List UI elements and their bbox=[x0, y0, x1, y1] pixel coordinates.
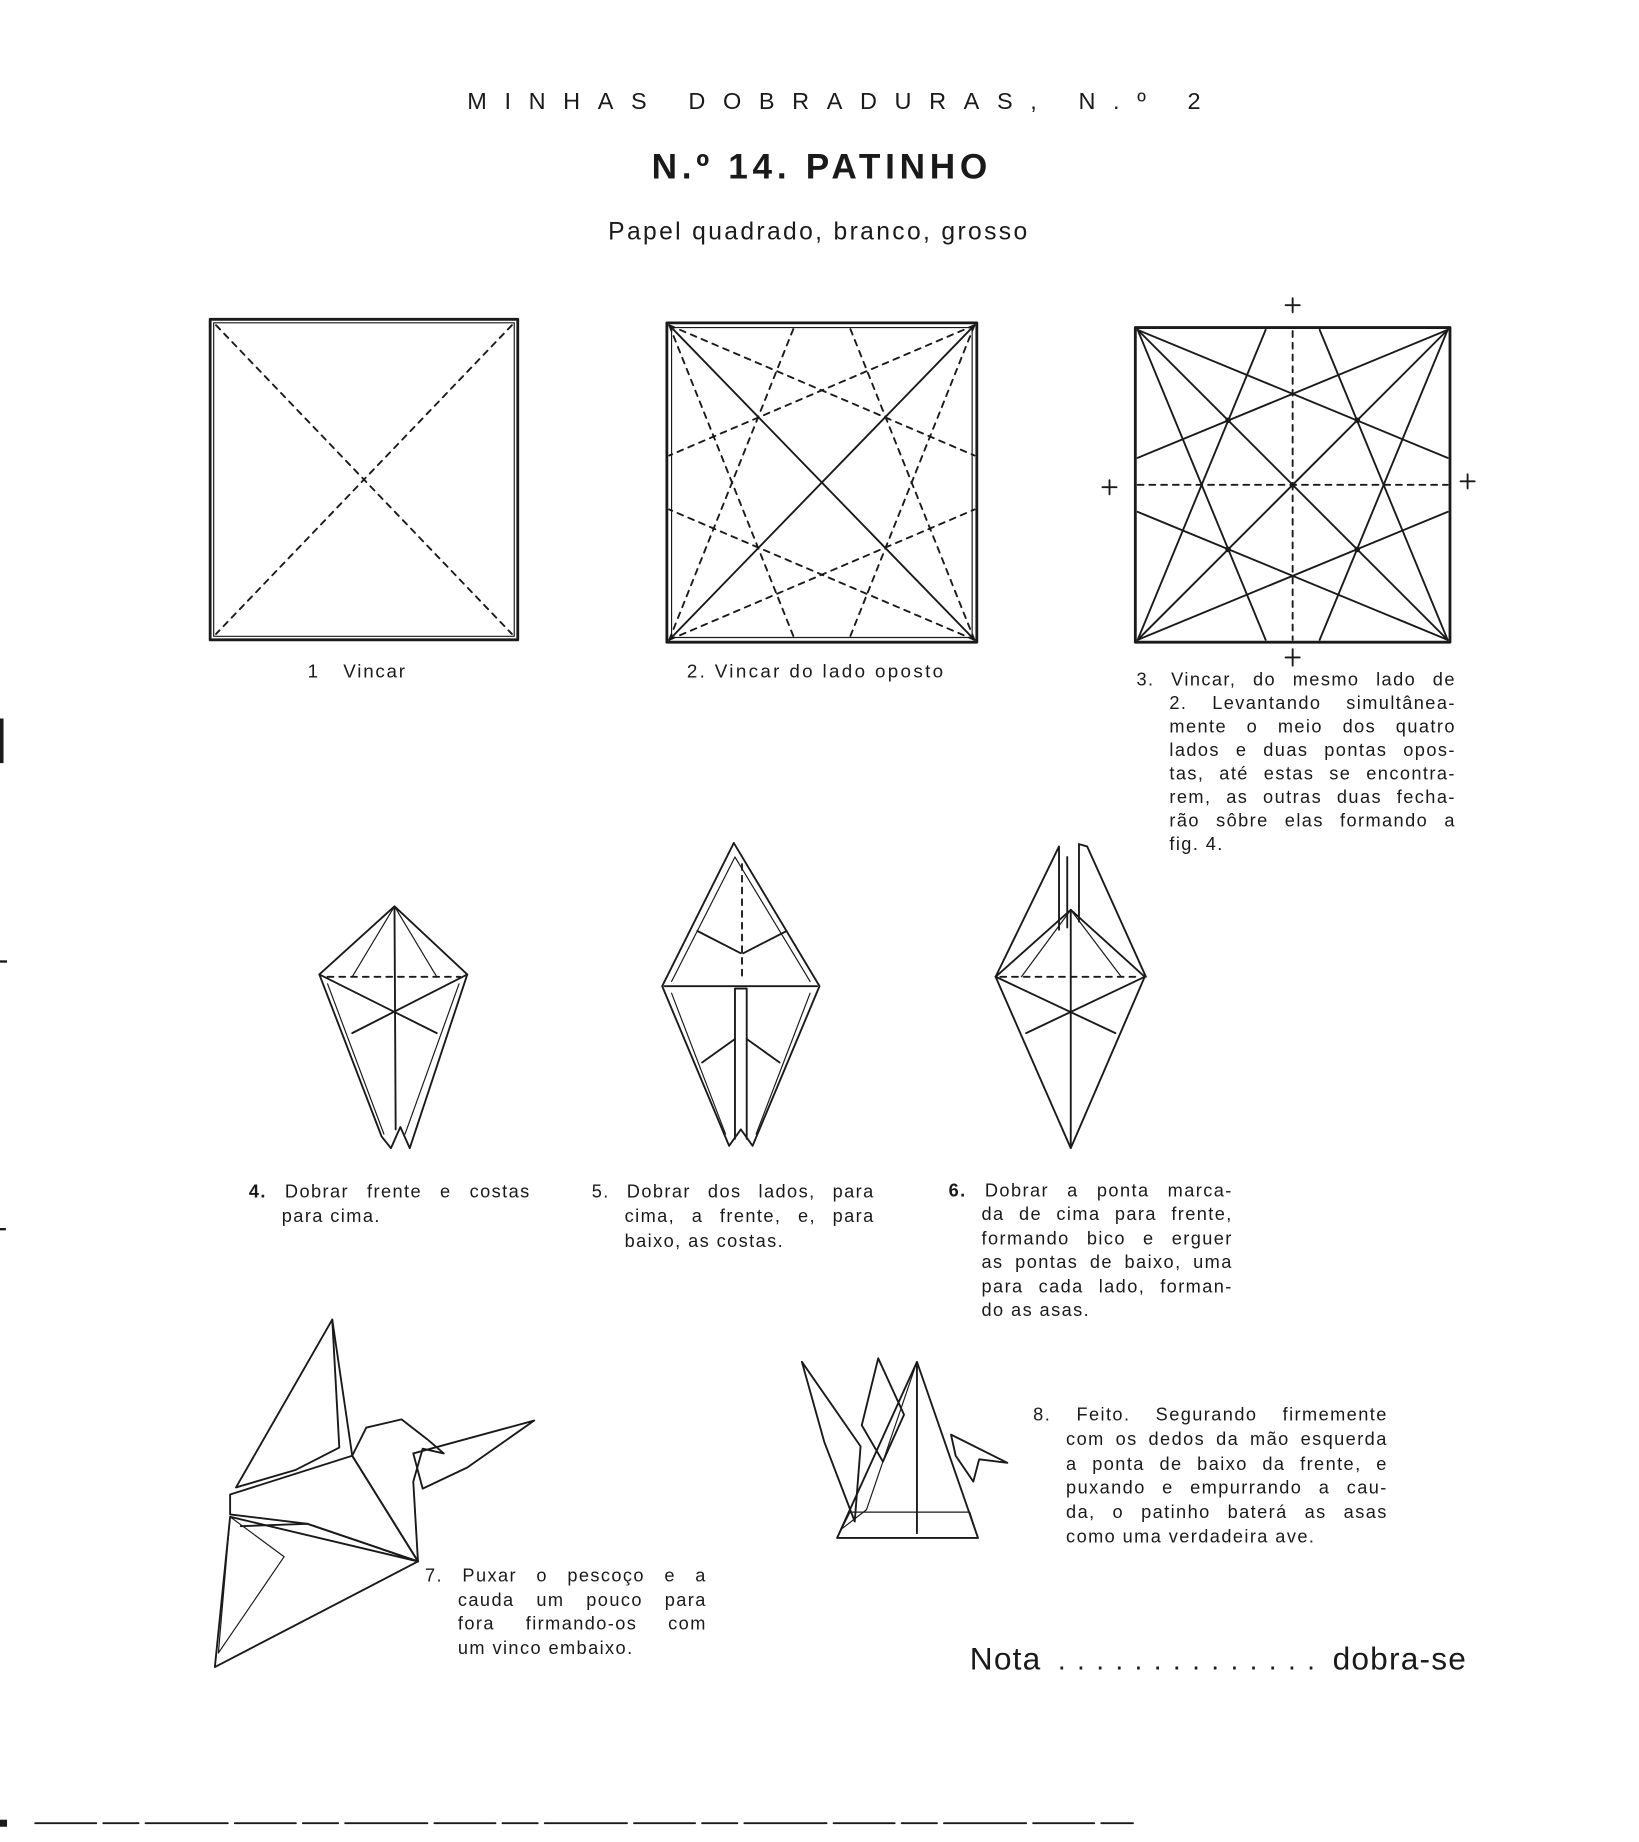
step-1-number: 1 bbox=[307, 662, 320, 683]
figure-8-finished-duck bbox=[802, 1358, 1007, 1538]
caption-text: Dobrar dos lados, para bbox=[626, 1182, 875, 1203]
figure-6-raised-point bbox=[996, 844, 1146, 1148]
head-beak bbox=[951, 1435, 1007, 1482]
crease-point-center bbox=[1290, 482, 1296, 488]
caption-line: rem, as outras duas fecha- bbox=[1169, 787, 1456, 808]
step-1-caption bbox=[308, 661, 407, 684]
plus-mark-bottom bbox=[1286, 649, 1300, 665]
tail bbox=[413, 1421, 534, 1489]
caption-line: para cada lado, forman- bbox=[981, 1276, 1233, 1297]
lower-wing bbox=[215, 1517, 418, 1667]
caption-line: do as asas. bbox=[981, 1300, 1091, 1321]
page-subtitle: Papel quadrado, branco, grosso bbox=[608, 218, 1030, 246]
figure-3-square bbox=[1102, 298, 1474, 665]
head-and-breast bbox=[352, 1419, 444, 1561]
step-8-caption bbox=[1033, 1404, 1388, 1550]
caption-text: Vincar, do mesmo lado de bbox=[1171, 670, 1456, 691]
caption-line: fora firmando-os com bbox=[457, 1614, 707, 1635]
series-heading: MINHAS DOBRADURAS, N.º 2 bbox=[467, 89, 1219, 116]
step-2-caption bbox=[687, 661, 946, 684]
caption-line: com os dedos da mão esquerda bbox=[1066, 1429, 1388, 1450]
crease-lower bbox=[702, 1039, 779, 1062]
step-3-number: 3. bbox=[1136, 670, 1155, 691]
step-4-number: 4. bbox=[248, 1182, 267, 1203]
page-title: N.º 14. PATINHO bbox=[651, 147, 992, 187]
step-8-number: 8. bbox=[1033, 1405, 1052, 1426]
figure-2-square bbox=[667, 323, 977, 642]
center-flap bbox=[735, 989, 747, 1139]
step-7-caption bbox=[425, 1565, 707, 1662]
crease-point bbox=[1225, 417, 1231, 423]
caption-line: fig. 4. bbox=[1169, 834, 1224, 855]
caption-text: Dobrar frente e costas bbox=[284, 1182, 531, 1203]
crease-point bbox=[1354, 417, 1360, 423]
caption-line: para cima. bbox=[281, 1206, 381, 1227]
step-4-caption bbox=[249, 1180, 531, 1229]
left-spike bbox=[802, 1362, 861, 1522]
caption-line: 2. Levantando simultânea- bbox=[1169, 693, 1456, 714]
caption-line: tas, até estas se encontra- bbox=[1169, 764, 1456, 785]
plus-mark-right bbox=[1461, 474, 1475, 488]
caption-line: formando bico e erguer bbox=[981, 1228, 1233, 1249]
kite-outline bbox=[319, 906, 467, 1148]
caption-line: rão sôbre elas formando a bbox=[1169, 811, 1456, 832]
step-6-number: 6. bbox=[948, 1181, 967, 1202]
caption-text: Feito. Segurando firmemente bbox=[1076, 1405, 1388, 1426]
caption-text: Puxar o pescoço e a bbox=[462, 1566, 707, 1587]
front-body-shade bbox=[841, 1362, 917, 1530]
caption-line: as pontas de baixo, uma bbox=[981, 1252, 1233, 1273]
caption-line: um vinco embaixo. bbox=[457, 1638, 634, 1659]
caption-line: da de cima para frente, bbox=[981, 1204, 1233, 1225]
figure-5-diamond bbox=[662, 843, 819, 1146]
lower-wing-shade bbox=[218, 1517, 284, 1653]
left-edge-dot bbox=[0, 1820, 7, 1827]
step-5-number: 5. bbox=[591, 1182, 610, 1203]
caption-line: cauda um pouco para bbox=[457, 1590, 707, 1611]
caption-text: Dobrar a ponta marca- bbox=[984, 1181, 1233, 1202]
step-7-number: 7. bbox=[425, 1566, 444, 1587]
caption-line bbox=[1033, 1404, 1388, 1428]
note-leader-dots: . . . . . . . . . . . . . . bbox=[1057, 1644, 1317, 1677]
caption-line bbox=[1136, 669, 1455, 692]
step-2-number: 2. bbox=[686, 662, 708, 683]
caption-line bbox=[249, 1180, 531, 1205]
caption-line bbox=[425, 1565, 707, 1589]
caption-line bbox=[592, 1180, 875, 1205]
caption-line: baixo, as costas. bbox=[624, 1231, 785, 1252]
note-label: Nota bbox=[969, 1641, 1042, 1677]
caption-line: lados e duas pontas opos- bbox=[1169, 740, 1456, 761]
step-2-text: Vincar do lado oposto bbox=[714, 662, 946, 683]
plus-mark-top bbox=[1286, 298, 1300, 312]
caption-line: como uma verdadeira ave. bbox=[1066, 1527, 1316, 1548]
crease-center bbox=[394, 906, 395, 1129]
left-edge-mark bbox=[0, 718, 4, 763]
crease-point bbox=[1354, 547, 1360, 553]
caption-line: a ponta de baixo da frente, e bbox=[1066, 1454, 1388, 1475]
note-text: dobra-se bbox=[1332, 1641, 1468, 1677]
body-shaded-band bbox=[230, 1456, 418, 1562]
step-3-caption bbox=[1136, 669, 1455, 857]
plus-mark-left bbox=[1102, 480, 1116, 494]
step-1-text: Vincar bbox=[343, 662, 407, 683]
caption-line bbox=[949, 1180, 1233, 1204]
figure-4-kite bbox=[319, 906, 467, 1148]
left-edge-tick bbox=[0, 960, 7, 962]
caption-line: puxando e empurrando a cau- bbox=[1066, 1478, 1388, 1499]
left-edge-tick bbox=[0, 1228, 6, 1230]
caption-line: mente o meio dos quatro bbox=[1169, 717, 1456, 738]
step-5-caption bbox=[592, 1180, 875, 1254]
figure-1-square bbox=[210, 319, 518, 640]
back-peak bbox=[862, 1358, 904, 1461]
diamond-outline bbox=[662, 843, 819, 1146]
diamond-inner-edge bbox=[672, 857, 811, 1134]
neck-shaded-face bbox=[236, 1320, 339, 1488]
caption-line: cima, a frente, e, para bbox=[624, 1206, 875, 1227]
caption-line: da, o patinho baterá as asas bbox=[1066, 1502, 1388, 1523]
step-6-caption bbox=[949, 1180, 1233, 1324]
crease-point bbox=[1225, 547, 1231, 553]
